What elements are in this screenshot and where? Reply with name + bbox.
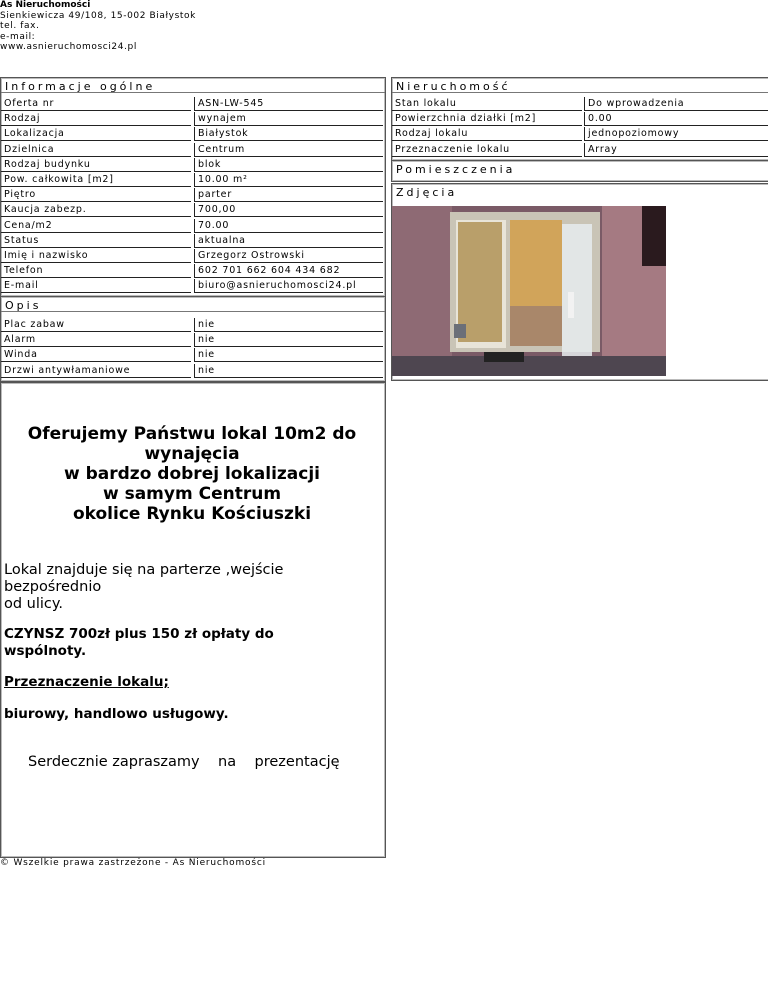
value-playground: nie [194, 318, 383, 332]
label-premises-type: Rodzaj lokalu [392, 127, 582, 141]
label-district: Dzielnica [1, 143, 191, 157]
copyright-footer: © Wszelkie prawa zastrzeżone - As Nieruchomości [0, 858, 266, 868]
label-deposit: Kaucja zabezp. [1, 203, 191, 217]
opis-title: Opis [1, 297, 385, 312]
label-offer-no: Oferta nr [1, 97, 191, 111]
value-total-area: 10.00 m² [194, 173, 383, 187]
general-info-table [1, 97, 383, 294]
label-building-type: Rodzaj budynku [1, 158, 191, 172]
value-phone: 602 701 662 604 434 682 [194, 264, 383, 278]
description-body [4, 424, 380, 524]
label-floor: Piętro [1, 188, 191, 202]
value-deposit: 700,00 [194, 203, 383, 217]
photos-title: Zdjęcia [396, 186, 458, 199]
label-type: Rodzaj [1, 112, 191, 126]
label-status: Status [1, 234, 191, 248]
value-status: aktualna [194, 234, 383, 248]
invitation-text: Serdecznie zapraszamy na prezentację [28, 754, 340, 770]
rooms-panel [391, 160, 768, 182]
storefront-photo-image [392, 206, 666, 376]
label-location: Lokalizacja [1, 127, 191, 141]
value-security-door: nie [194, 364, 383, 378]
value-alarm: nie [194, 333, 383, 347]
label-alarm: Alarm [1, 333, 191, 347]
general-info-title: Informacje ogólne [1, 78, 385, 93]
value-building-type: blok [194, 158, 383, 172]
description-paragraph [4, 562, 380, 613]
purpose-value: biurowy, handlowo usługowy. [4, 706, 229, 722]
rent-line: CZYNSZ 700zł plus 150 zł opłaty do [4, 626, 274, 642]
value-offer-no: ASN-LW-545 [194, 97, 383, 111]
property-title: Nieruchomość [392, 78, 768, 93]
label-security-door: Drzwi antywłamaniowe [1, 364, 191, 378]
label-condition: Stan lokalu [392, 97, 582, 111]
headline-line: Oferujemy Państwu lokal 10m2 do [27, 424, 357, 444]
paragraph-line: bezpośrednio [4, 579, 102, 595]
headline-line: wynajęcia [144, 444, 240, 464]
value-contact-name: Grzegorz Ostrowski [194, 249, 383, 263]
value-price-per-m2: 70.00 [194, 219, 383, 233]
label-price-per-m2: Cena/m2 [1, 219, 191, 233]
agency-name: As Nieruchomości [0, 0, 91, 10]
paragraph-line: Lokal znajduje się na parterze ,wejście [4, 562, 284, 578]
rooms-title: Pomieszczenia [396, 163, 516, 176]
label-premises-purpose: Przeznaczenie lokalu [392, 143, 582, 157]
label-contact-name: Imię i nazwisko [1, 249, 191, 263]
agency-tel: tel. fax. [0, 21, 40, 31]
value-premises-purpose: Array [584, 143, 768, 157]
value-plot-area: 0.00 [584, 112, 768, 126]
value-condition: Do wprowadzenia [584, 97, 768, 111]
label-email: E-mail [1, 279, 191, 293]
description-headline [4, 424, 380, 524]
value-location: Białystok [194, 127, 383, 141]
rent-info [4, 626, 380, 660]
headline-line: w bardzo dobrej lokalizacji [63, 464, 321, 484]
label-playground: Plac zabaw [1, 318, 191, 332]
value-email[interactable]: biuro@asnieruchomosci24.pl [194, 279, 383, 293]
paragraph-line: od ulicy. [4, 596, 64, 612]
value-floor: parter [194, 188, 383, 202]
label-phone: Telefon [1, 264, 191, 278]
value-premises-type: jednopoziomowy [584, 127, 768, 141]
agency-header [0, 0, 196, 53]
agency-www: www.asnieruchomosci24.pl [0, 42, 137, 52]
property-photo[interactable] [392, 206, 666, 376]
label-elevator: Winda [1, 348, 191, 362]
purpose-label: Przeznaczenie lokalu; [4, 674, 169, 690]
agency-address: Sienkiewicza 49/108, 15-002 Białystok [0, 10, 196, 21]
value-district: Centrum [194, 143, 383, 157]
headline-line: w samym Centrum [102, 484, 282, 504]
rent-line: wspólnoty. [4, 643, 87, 659]
agency-email: e-mail: [0, 31, 36, 42]
value-elevator: nie [194, 348, 383, 362]
label-total-area: Pow. całkowita [m2] [1, 173, 191, 187]
opis-table [1, 318, 383, 379]
label-plot-area: Powierzchnia działki [m2] [392, 112, 582, 126]
value-type: wynajem [194, 112, 383, 126]
headline-line: okolice Rynku Kościuszki [72, 504, 312, 524]
property-table [392, 97, 768, 158]
